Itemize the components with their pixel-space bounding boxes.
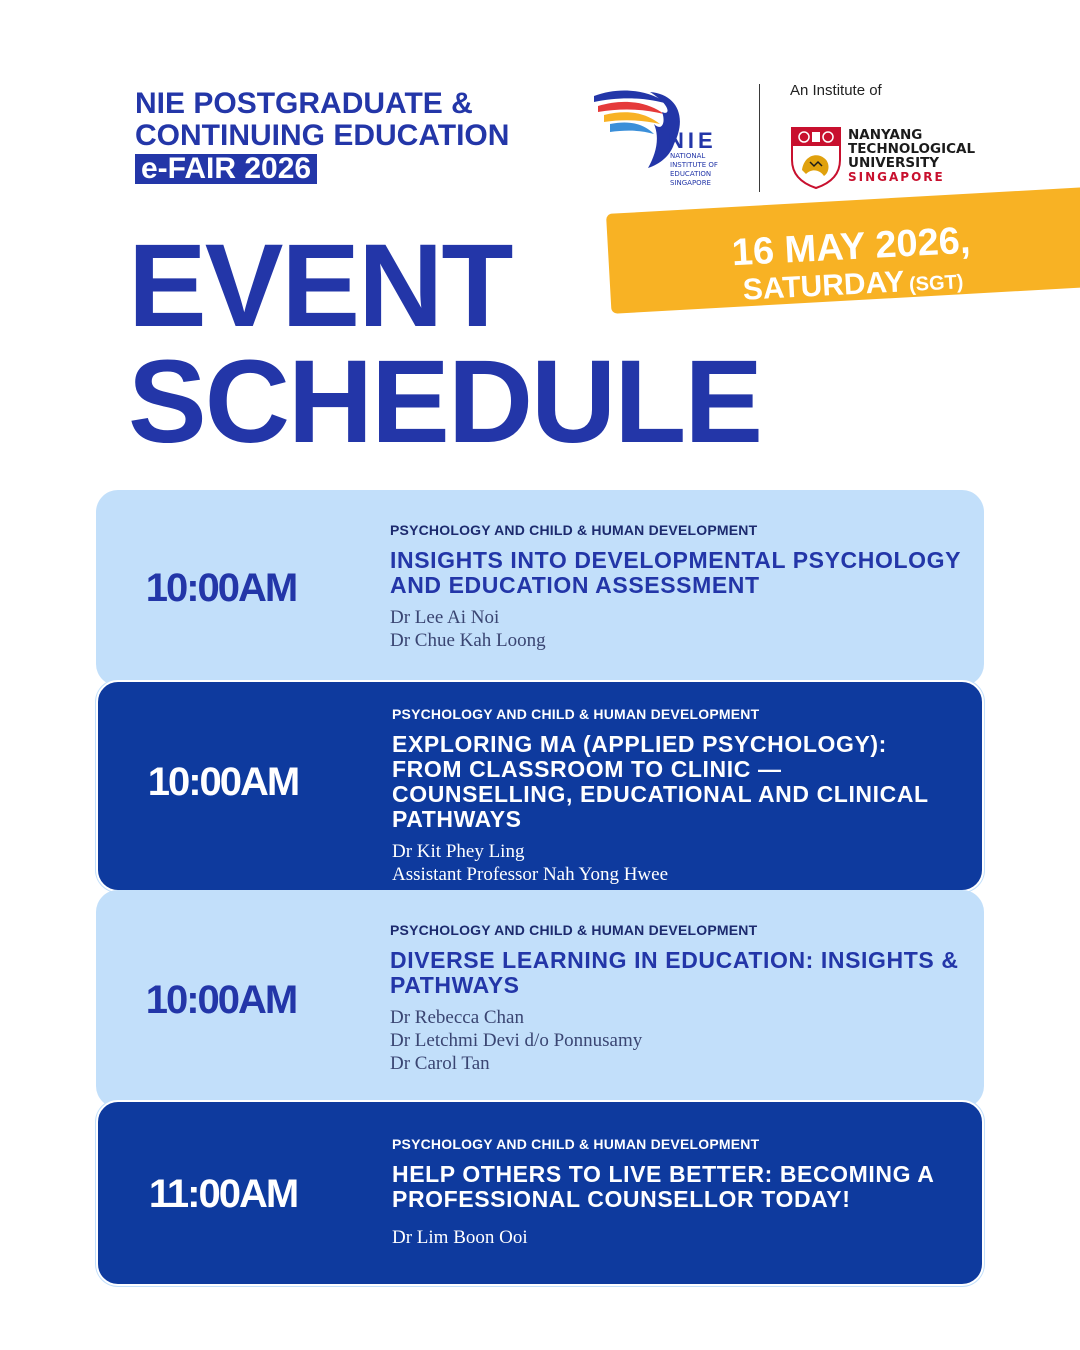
event-date-main: 16 MAY 2026, [730,219,972,275]
speaker-name: Assistant Professor Nah Yong Hwee [392,864,669,885]
session-category: PSYCHOLOGY AND CHILD & HUMAN DEVELOPMENT [390,922,758,938]
schedule-item [96,1100,984,1286]
speaker-name: Dr Rebecca Chan [390,1007,524,1028]
nie-logo-text: NIE [668,128,717,153]
speaker-name: Dr Letchmi Devi d/o Ponnusamy [390,1030,643,1051]
session-title: EXPLORING MA (APPLIED PSYCHOLOGY): FROM CLASSROOM TO CLINIC — COUNSELLING, EDUCATIONAL AND CLINICAL PATHWAYS [392,731,929,832]
ntu-wordmark [848,128,975,184]
nie-logo-subtitle [670,152,740,188]
event-timezone: (SGT) [908,271,964,297]
schedule-item [96,490,984,686]
session-category: PSYCHOLOGY AND CHILD & HUMAN DEVELOPMENT [390,522,758,538]
page-title-line-1: EVENT [128,220,512,352]
session-speakers [390,606,964,652]
nie-subtitle-line: INSTITUTE OF [670,161,718,169]
ntu-line: TECHNOLOGICAL [848,141,976,157]
session-title: INSIGHTS INTO DEVELOPMENTAL PSYCHOLOGY AND EDUCATION ASSESSMENT [390,547,961,598]
ntu-line: NANYANG [848,127,923,143]
nie-subtitle-line: SINGAPORE [670,179,711,187]
fair-title-line-2: CONTINUING EDUCATION [135,119,510,152]
schedule-item [96,890,984,1108]
session-title: DIVERSE LEARNING IN EDUCATION: INSIGHTS & PATHWAYS [390,947,959,998]
schedule-item [96,680,984,892]
session-info [390,922,964,1075]
page-title-line-2: SCHEDULE [128,336,762,468]
fair-title [135,88,509,185]
session-info [392,706,962,886]
logo-divider [759,84,760,192]
ntu-country: SINGAPORE [848,170,945,184]
nie-subtitle-line: EDUCATION [670,170,712,178]
speaker-name: Dr Lim Boon Ooi [392,1227,528,1248]
speaker-name: Dr Lee Ai Noi [390,607,500,628]
session-category: PSYCHOLOGY AND CHILD & HUMAN DEVELOPMENT [392,706,760,722]
session-speakers [392,840,962,886]
session-time: 11:00AM [148,1172,298,1216]
session-info [392,1136,962,1249]
ntu-line: UNIVERSITY [848,155,940,171]
speaker-name: Dr Carol Tan [390,1053,490,1074]
fair-badge: e-FAIR 2026 [135,154,317,184]
fair-title-line-1: NIE POSTGRADUATE & [135,87,473,120]
session-time: 10:00AM [145,978,297,1022]
session-speakers [392,1226,962,1249]
institute-of-label: An Institute of [790,82,882,99]
nie-subtitle-line: NATIONAL [670,152,706,160]
session-title: HELP OTHERS TO LIVE BETTER: BECOMING A PROFESSIONAL COUNSELLOR TODAY! [392,1161,934,1212]
ntu-crest-icon [790,126,842,190]
session-time: 10:00AM [147,760,299,804]
speaker-name: Dr Chue Kah Loong [390,630,546,651]
event-day: SATURDAY [742,265,906,307]
event-date [700,218,1004,310]
session-time: 10:00AM [145,566,297,610]
session-speakers [390,1006,964,1075]
session-info [390,522,964,652]
speaker-name: Dr Kit Phey Ling [392,841,525,862]
session-category: PSYCHOLOGY AND CHILD & HUMAN DEVELOPMENT [392,1136,760,1152]
